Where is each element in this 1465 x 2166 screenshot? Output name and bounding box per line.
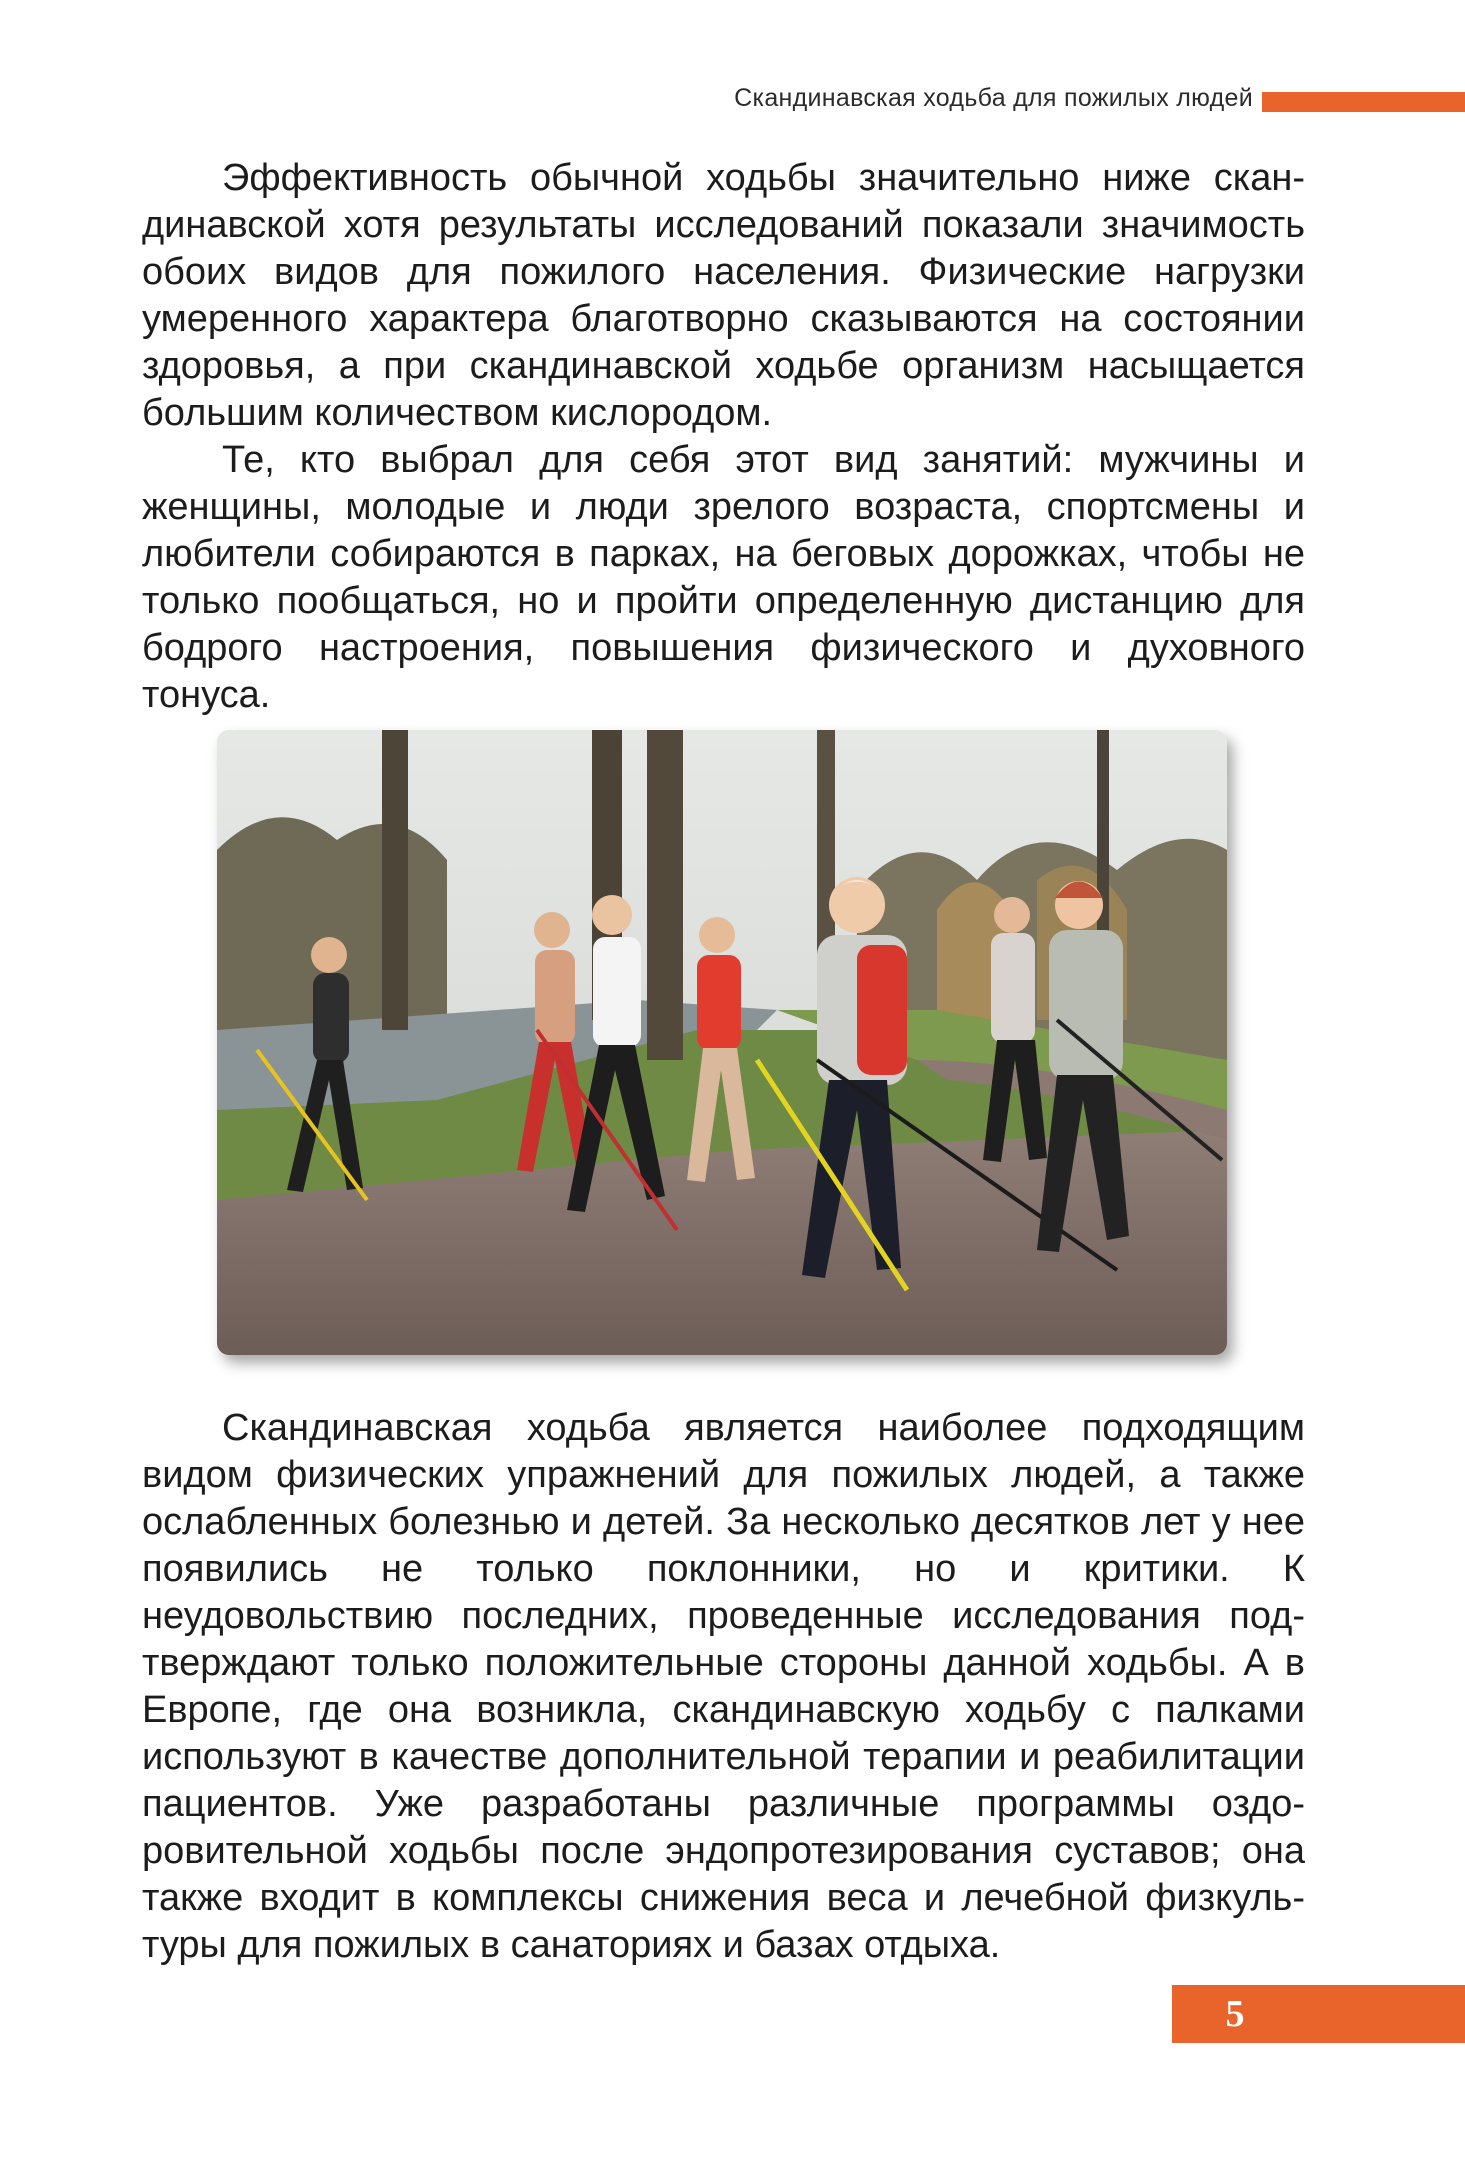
- running-header: [0, 78, 1465, 128]
- page-number: 5: [1225, 1993, 1245, 2035]
- header-title: Скандинавская ходьба для пожилых людей: [734, 84, 1253, 112]
- body-text-bottom: [142, 1405, 1305, 1969]
- body-text-top: [142, 155, 1305, 719]
- paragraph: Те, кто выбрал для себя этот вид занятий: мужчины и женщины, молодые и люди зрелого возраста, спортсмены и любители собираются в парках, на беговых дорожках, чтобы не только пообщаться, но и пройти определенную дистанцию для бодрого настроения, повышения физического и духовного тонуса.: [142, 439, 1305, 716]
- nordic-walking-photo: [217, 730, 1227, 1355]
- paragraph: Эффективность обычной ходьбы значительно ниже скандинавской хотя результаты исследований показали значимость обоих видов для пожилого населения. Физические нагрузки умеренного характера благотворно сказываются на состоянии здоровья, а при скандинавской ходьбе организм насыщается большим количеством кислородом.: [142, 157, 1305, 434]
- header-accent-bar: [1262, 92, 1465, 112]
- paragraph: Скандинавская ходьба является наиболее подходящим видом физических упражнений для пожилых людей, а также ослабленных болезнью и детей. За несколько десятков лет у нее появились не только поклонники, но и критики. К неудовольствию последних, проведенные исследования подтверждают только положительные стороны данной ходьбы. А в Европе, где она возникла, скандинавскую ходьбу с палками используют в качестве дополнительной терапии и реабилитации пациентов. Уже разработаны различные программы оздоровительной ходьбы после эндопротезирования суставов; она также входит в комплексы снижения веса и лечебной физкультуры для пожилых в санаториях и базах отдыха.: [142, 1407, 1305, 1966]
